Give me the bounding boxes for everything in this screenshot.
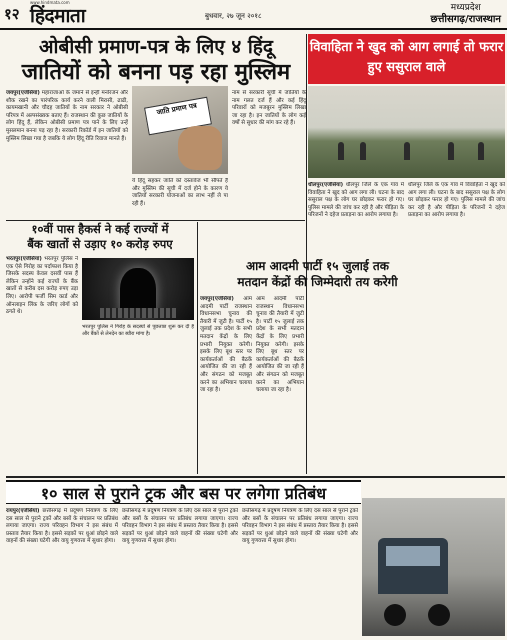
aap-body-text: आम आदमी पार्टी राजस्थान विधानसभा चुनाव की तैयारी में जुटी है। पार्टी १५ जुलाई तक प्रदेश के सभी मतदान केंद्रों के लिए प्रभारी नियुक्त करेगी। इसके लिए बूथ स्तर पर कार्यकर्ताओं की बैठकें आयोजित की जा रही हैं और संगठन को मजबूत करने का अभियान चलाया जा रहा है।: [200, 296, 252, 394]
region-label: [430, 2, 501, 26]
aap-body-col-2: आम आदमी पार्टी राजस्थान विधानसभा चुनाव की तैयारी में जुटी है। पार्टी १५ जुलाई तक प्रदेश के सभी मतदान केंद्रों के लिए प्रभारी नियुक्त करेगी। इसके लिए बूथ स्तर पर कार्यकर्ताओं की बैठकें आयोजित की जा रही हैं और संगठन को मजबूत करने का अभियान चलाया जा रहा है।: [256, 296, 304, 394]
village-photo: [308, 86, 505, 178]
hackers-body: [6, 256, 78, 474]
aap-dateline: जयपुर(एजेंसियां): [200, 296, 234, 302]
lead-body-text-left: महाराजाओं के जमाने से इन्हीं मनोरंजन और शौक रखने का पारंपरिक कार्य करने वाली मिरासी, ढाढी, कायमखानी और चौदह जातियों के नाम सरकार ने ओबीसी परिपत्र में अल्पसंख्यक बताए हैं। राजस्थान की कुछ जातियों के लोग हिंदू हैं, लेकिन ओबीसी प्रमाण पत्र पाने के लिए उन्हें मुसलमान बनना पड़ रहा है। सरकारी रिकॉर्ड में इन जातियों को मुस्लिम लिखा गया है जबकि ये लोग हिंदू रीति रिवाज मानते हैं।: [6, 90, 128, 142]
hackers-headline-line-2: बैंक खातों से उड़ाए १० करोड़ रुपए: [27, 237, 173, 251]
keyboard-graphic: [100, 308, 176, 318]
truck-windshield: [386, 546, 440, 566]
hackers-headline-line-1: १०वीं पास हैकर्स ने कई राज्यों में: [31, 222, 169, 236]
lead-body-left: [6, 90, 128, 218]
trucks-body-col-3: छत्तीसगढ़ में प्रदूषण नियंत्रण के लिए दस साल से पुराने ट्रकों और बसों के संचालन पर प्रतिबंध लगाया जाएगा। राज्य परिवहन विभाग ने इस संबंध में प्रस्ताव तैयार किया है। इससे सड़कों पर धुआं छोड़ने वाले वाहनों की संख्या घटेगी और वायु गुणवत्ता में सुधार होगा।: [242, 508, 358, 545]
truck-wheel: [428, 604, 450, 626]
aap-body-col-1: [200, 296, 252, 474]
aap-headline-line-1: आम आदमी पार्टी १५ जुलाई तक: [246, 259, 389, 273]
hackers-headline: [6, 222, 194, 252]
newspaper-logo: [30, 2, 118, 26]
trucks-dateline: रायपुर(एजेंसियां): [6, 508, 40, 514]
masthead: [0, 0, 507, 30]
lead-body-right: नाम से सरकारी सूची में जातियों के नाम गलत दर्ज हैं और कई हिंदू परिवारों को मजबूरन मुस्लिम लिखा जा रहा है। इन जातियों के लोग कई वर्षों से सुधार की मांग कर रहे हैं।: [232, 90, 306, 127]
side-dateline: धौलपुर(एजेंसियां): [308, 182, 344, 188]
lead-headline: [6, 34, 306, 86]
page-number: १२: [4, 5, 20, 23]
hackers-body-text: भरतपुर पुलिस ने एक ऐसे गिरोह का पर्दाफाश किया है जिसके सदस्य केवल दसवीं पास हैं लेकिन उन्होंने कई राज्यों के बैंक खातों से करीब दस करोड़ रुपए उड़ा लिए। आरोपी फर्जी सिम कार्ड और ऑनलाइन लिंक के जरिए लोगों को ठगते थे।: [6, 256, 78, 316]
column-divider: [306, 34, 307, 474]
trucks-body-text: छत्तीसगढ़ में प्रदूषण नियंत्रण के लिए दस साल से पुराने ट्रकों और बसों के संचालन पर प्रतिबंध लगाया जाएगा। राज्य परिवहन विभाग ने इस संबंध में प्रस्ताव तैयार किया है। इससे सड़कों पर धुआं छोड़ने वाले वाहनों की संख्या घटेगी और वायु गुणवत्ता में सुधार होगा।: [6, 508, 118, 545]
person-figure: [478, 142, 484, 160]
hackers-caption: भरतपुर पुलिस ने गिरोह के सदस्यों से पूछताछ शुरू कर दी है और बैंकों से लेनदेन का ब्यौरा मांगा है।: [82, 324, 194, 337]
person-figure: [448, 142, 454, 160]
column-divider: [197, 222, 198, 474]
side-headline: विवाहिता ने खुद को आग लगाई तो फरार हुए ससुराल वाले: [308, 34, 505, 84]
logo-text: हिंदमाता: [30, 5, 86, 27]
truck-wheel: [384, 604, 406, 626]
lead-dateline: जयपुर(एजेंसियां): [6, 90, 40, 96]
trucks-body-col-1: [6, 508, 118, 636]
person-figure: [404, 142, 410, 160]
side-story-text: धौलपुर जिले के एक गांव में विवाहिता ने खुद को आग लगा ली। घटना के बाद ससुराल पक्ष के लोग घर छोड़कर फरार हो गए। पुलिस मामले की जांच कर रही है और पीड़िता के परिजनों ने दहेज प्रताड़ना का आरोप लगाया है।: [308, 182, 404, 219]
truck-photo: [362, 498, 505, 636]
region-line-2: छत्तीसगढ़/राजस्थान: [430, 14, 501, 25]
trucks-body-col-2: छत्तीसगढ़ में प्रदूषण नियंत्रण के लिए दस साल से पुराने ट्रकों और बसों के संचालन पर प्रतिबंध लगाया जाएगा। राज्य परिवहन विभाग ने इस संबंध में प्रस्ताव तैयार किया है। इससे सड़कों पर धुआं छोड़ने वाले वाहनों की संख्या घटेगी और वायु गुणवत्ता में सुधार होगा।: [122, 508, 238, 545]
person-figure: [360, 142, 366, 160]
certificate-card: जाति प्रमाण पत्र: [144, 97, 212, 136]
caste-certificate-image: [132, 86, 228, 174]
section-divider: [6, 476, 505, 478]
lead-headline-line-1: ओबीसी प्रमाण-पत्र के लिए ४ हिंदू: [39, 36, 273, 58]
aap-headline: [200, 258, 435, 290]
hackers-dateline: भरतपुर(एजेंसियां): [6, 256, 42, 262]
lead-headline-line-2: जातियों को बनना पड़ रहा मुस्लिम: [21, 60, 291, 85]
hand-graphic: [178, 126, 222, 170]
lead-body-mid: ये हिंदू सहकर जाति को दस्तावेज भी सौंपते हैं और मुस्लिम की सूची में दर्ज होने के कारण ये जातियाँ सरकारी योजनाओं का लाभ नहीं ले पा रही हैं।: [132, 178, 228, 207]
trucks-headline: १० साल से पुराने ट्रक और बस पर लगेगा प्रतिबंध: [6, 480, 361, 504]
website-text: www.hindmata.com: [30, 0, 70, 5]
issue-date: बुधवार, २७ जून २०१८: [205, 12, 262, 20]
region-line-1: मध्यप्रदेश: [450, 3, 481, 13]
side-story-body-left: [308, 182, 404, 474]
person-figure: [338, 142, 344, 160]
hacker-image: [82, 258, 194, 320]
section-divider: [6, 220, 305, 221]
aap-headline-line-2: मतदान केंद्रों की जिम्मेदारी तय करेगी: [237, 275, 398, 289]
side-story-body-right: धौलपुर जिले के एक गांव में विवाहिता ने खुद को आग लगा ली। घटना के बाद ससुराल पक्ष के लोग घर छोड़कर फरार हो गए। पुलिस मामले की जांच कर रही है और पीड़िता के परिजनों ने दहेज प्रताड़ना का आरोप लगाया है।: [408, 182, 505, 219]
